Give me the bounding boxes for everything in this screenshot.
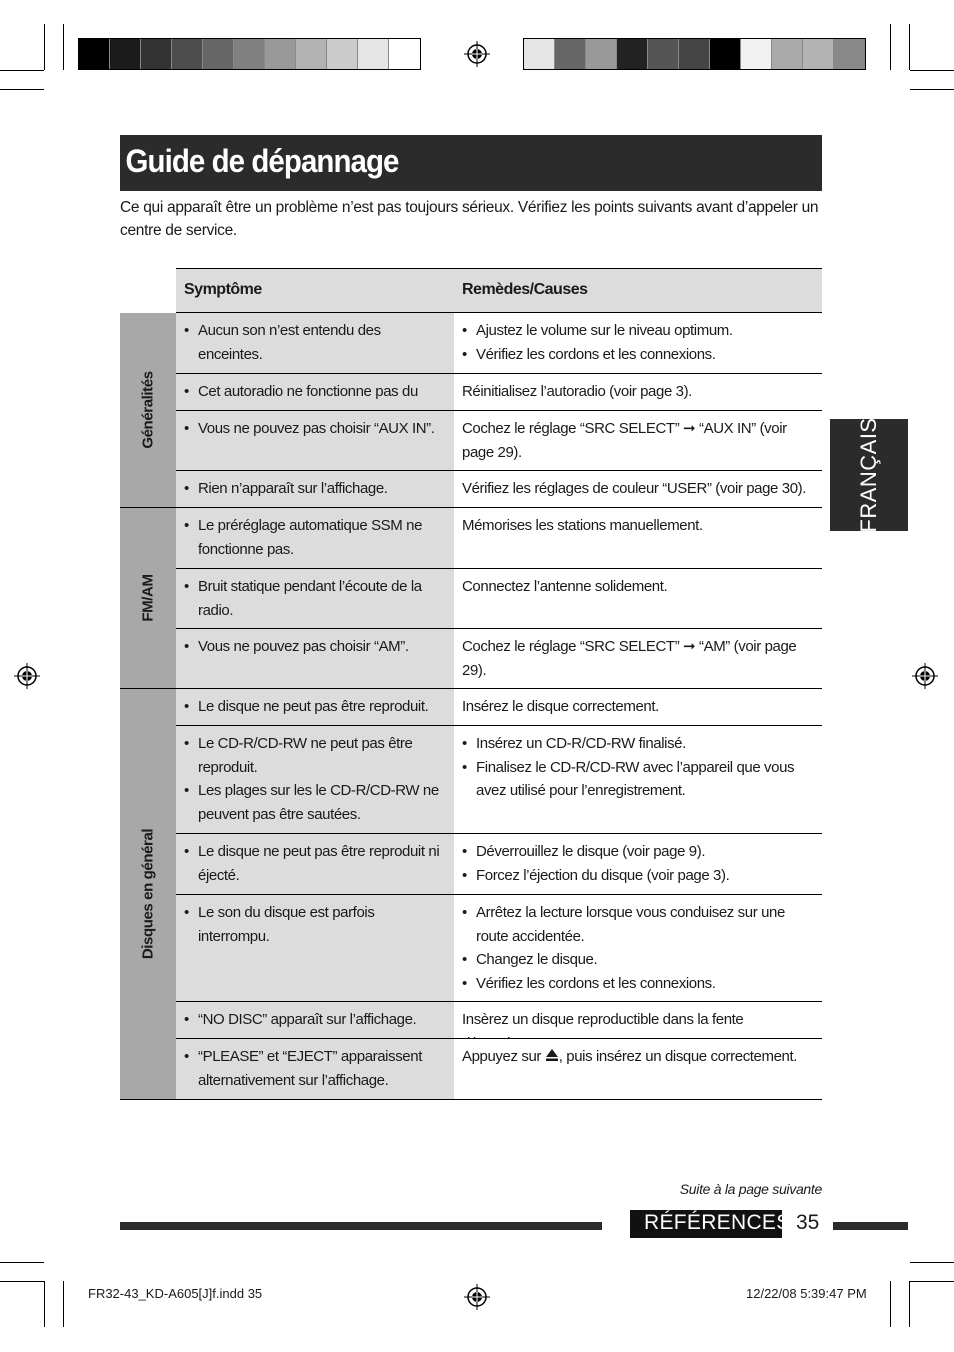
category-label: Disques en général [139,828,157,960]
color-swatch [172,39,203,69]
remedy-suffix: ” (voir page 29). [462,420,787,461]
color-swatch [234,39,265,69]
registration-mark-icon [464,1284,490,1310]
color-swatch [679,39,710,69]
symptom-item: • Le disque ne peut pas être reproduit. [184,695,446,719]
title-bar [120,135,822,191]
color-swatch [834,39,865,69]
color-swatch [389,39,420,69]
symptom-cell [176,1039,454,1099]
remedy-cell [454,374,822,410]
symptom-item: • Aucun son n’est entendu des enceintes. [184,319,446,366]
remedy-cell [454,629,822,688]
remedy-text [462,1045,814,1069]
remedy-text [462,417,814,464]
crop-mark [63,24,64,70]
crop-mark [909,1281,910,1327]
color-swatch [296,39,327,69]
table-row [176,629,822,689]
symptom-cell [176,689,454,725]
remedy-cell [454,508,822,568]
remedy-cell [454,313,822,373]
color-swatch [110,39,141,69]
remedy-prefix: Vérifiez les réglages de couleur “ [462,480,667,497]
arrow-text: ” ➞ “ [674,420,704,437]
crop-mark [0,1262,44,1263]
remedy-item: • Ajustez le volume sur le niveau optimum. [462,319,814,343]
registration-mark-icon [912,663,938,689]
crop-mark [63,1281,64,1327]
color-swatch [772,39,803,69]
remedy-cell [454,895,822,1001]
remedy-item: • Changez le disque. [462,948,814,972]
table-row [176,471,822,508]
section-label: RÉFÉRENCES [644,1211,791,1234]
category-fm-am [120,508,176,689]
remedy-cell [454,471,822,507]
remedy-cell [454,726,822,833]
table-row [176,569,822,629]
symptom-item: • Vous ne pouvez pas choisir “AM”. [184,635,446,659]
color-swatch [358,39,389,69]
symptom-item: • Cet autoradio ne fonctionne pas du [184,380,446,427]
crop-mark [0,70,44,71]
display-code: USER [666,480,707,497]
color-swatch [524,39,555,69]
symptom-cell [176,895,454,1001]
table-row [176,895,822,1002]
symptom-item: • Le préréglage automatique SSM ne fonctionne pas. [184,514,446,561]
symptom-item: • Les plages sur les le CD-R/CD-RW ne peuvent pas être sautées. [184,779,446,826]
remedy-cell [454,1039,822,1099]
eject-icon [545,1048,559,1062]
category-label: FM/AM [139,574,157,622]
symptom-item: • Rien n’apparaît sur l’affichage. [184,477,446,501]
remedy-item: • Insérez un CD-R/CD-RW finalisé. [462,732,814,756]
page-number: 35 [796,1211,820,1234]
remedy-cell [454,569,822,628]
crop-mark [910,89,954,90]
color-swatch [803,39,834,69]
remedy-prefix: Appuyez sur [462,1048,545,1065]
table-row [176,508,822,569]
remedy-cell [454,689,822,725]
color-swatch [265,39,296,69]
table-row [176,1039,822,1100]
symptom-cell [176,374,454,410]
crop-mark [910,1262,954,1263]
column-header-remedy: Remèdes/Causes [462,281,588,298]
symptom-cell [176,508,454,568]
language-tab-label: FRANÇAIS [856,417,881,533]
symptom-cell [176,834,454,894]
symptom-item: • Bruit statique pendant l’écoute de la radio. [184,575,446,622]
symptom-cell [176,471,454,507]
remedy-suffix: ” (voir page 30). [706,480,807,497]
remedy-suffix: ” (voir page 29). [462,638,797,679]
crop-mark [0,89,44,90]
display-code: SRC SELECT [584,638,675,655]
section-label-box [630,1210,791,1238]
symptom-item: • Le CD-R/CD-RW ne peut pas être reproduit. [184,732,446,779]
color-swatch [586,39,617,69]
column-header-symptom: Symptôme [184,281,262,298]
print-date-info: 12/22/08 5:39:47 PM [746,1286,867,1301]
color-swatch [203,39,234,69]
remedy-item: • Forcez l’éjection du disque (voir page 3). [462,864,814,888]
remedy-cell [454,834,822,894]
display-code: AUX IN [703,420,752,437]
color-swatch [141,39,172,69]
crop-mark [890,1281,891,1327]
crop-mark [910,70,954,71]
color-swatch [741,39,772,69]
page-title: Guide de dépannage [125,143,399,179]
color-bar-right [523,38,866,70]
crop-mark [0,1281,44,1282]
remedy-item: • Arrêtez la lecture lorsque vous conduisez sur une route accidentée. [462,901,814,948]
display-code: SRC SELECT [584,420,675,437]
crop-mark [909,24,910,70]
color-swatch [710,39,741,69]
intro-text: Ce qui apparaît être un problème n’est pas toujours sérieux. Vérifiez les points suivants avant d’appeler un centre de service. [120,199,819,239]
symptom-item: • Vous ne pouvez pas choisir “AUX IN”. [184,417,446,441]
table-header [176,268,822,313]
table-row [176,726,822,834]
symptom-cell [176,726,454,833]
crop-mark [44,1281,45,1327]
registration-mark-icon [464,41,490,67]
table-row [176,834,822,895]
table-row [176,1002,822,1039]
remedy-text: Réinitialisez l’autoradio (voir page 3). [462,383,692,400]
remedy-cell [454,411,822,470]
remedy-item: • Vérifiez les cordons et les connexions. [462,972,814,996]
color-bar-left [78,38,421,70]
crop-mark [890,24,891,70]
remedy-text [462,477,814,501]
color-swatch [327,39,358,69]
symptom-item: • “PLEASE” et “EJECT” apparaissent alternativement sur l’affichage. [184,1045,446,1092]
remedy-text: Insèrez un disque reproductible dans la fente [462,1011,744,1028]
print-file-info: FR32-43_KD-A605[J]f.indd 35 [88,1286,263,1301]
remedy-prefix: Cochez le réglage “ [462,420,585,437]
remedy-text: Insérez le disque correctement. [462,698,659,715]
remedy-item: • Vérifiez les cordons et les connexions. [462,343,814,367]
remedy-text: Connectez l’antenne solidement. [462,578,668,595]
symptom-cell [176,569,454,628]
symptom-item: • Le son du disque est parfois interrompu. [184,901,446,948]
symptom-cell [176,313,454,373]
table-row [176,689,822,726]
remedy-item: • Déverrouillez le disque (voir page 9). [462,840,814,864]
arrow-text: ” ➞ “ [674,638,704,655]
remedy-suffix: , puis insérez un disque correctement. [558,1048,798,1065]
remedy-prefix: Cochez le réglage “ [462,638,585,655]
symptom-cell [176,411,454,470]
remedy-text: Mémorises les stations manuellement. [462,517,703,534]
color-swatch [555,39,586,69]
category-general [120,313,176,508]
remedy-text [462,635,814,682]
continue-note: Suite à la page suivante [679,1181,822,1197]
color-swatch [617,39,648,69]
crop-mark [910,1281,954,1282]
symptom-cell [176,1002,454,1038]
category-label: Généralités [139,371,157,449]
footer-rule [120,1222,602,1230]
color-swatch [648,39,679,69]
symptom-cell [176,629,454,688]
crop-mark [44,24,45,70]
remedy-item: • Finalisez le CD-R/CD-RW avec l’appareil que vous avez utilisé pour l’enregistrement. [462,756,814,803]
category-discs [120,689,176,1100]
display-code: AM [703,638,726,655]
table-row [176,374,822,411]
symptom-item: • “NO DISC” apparaît sur l’affichage. [184,1008,446,1032]
registration-mark-icon [14,663,40,689]
footer-rule [833,1222,908,1230]
table-row [176,411,822,471]
color-swatch [79,39,110,69]
language-tab [830,419,908,531]
remedy-cell [454,1002,822,1038]
table-row [176,313,822,374]
symptom-item: • Le disque ne peut pas être reproduit ni éjecté. [184,840,446,887]
